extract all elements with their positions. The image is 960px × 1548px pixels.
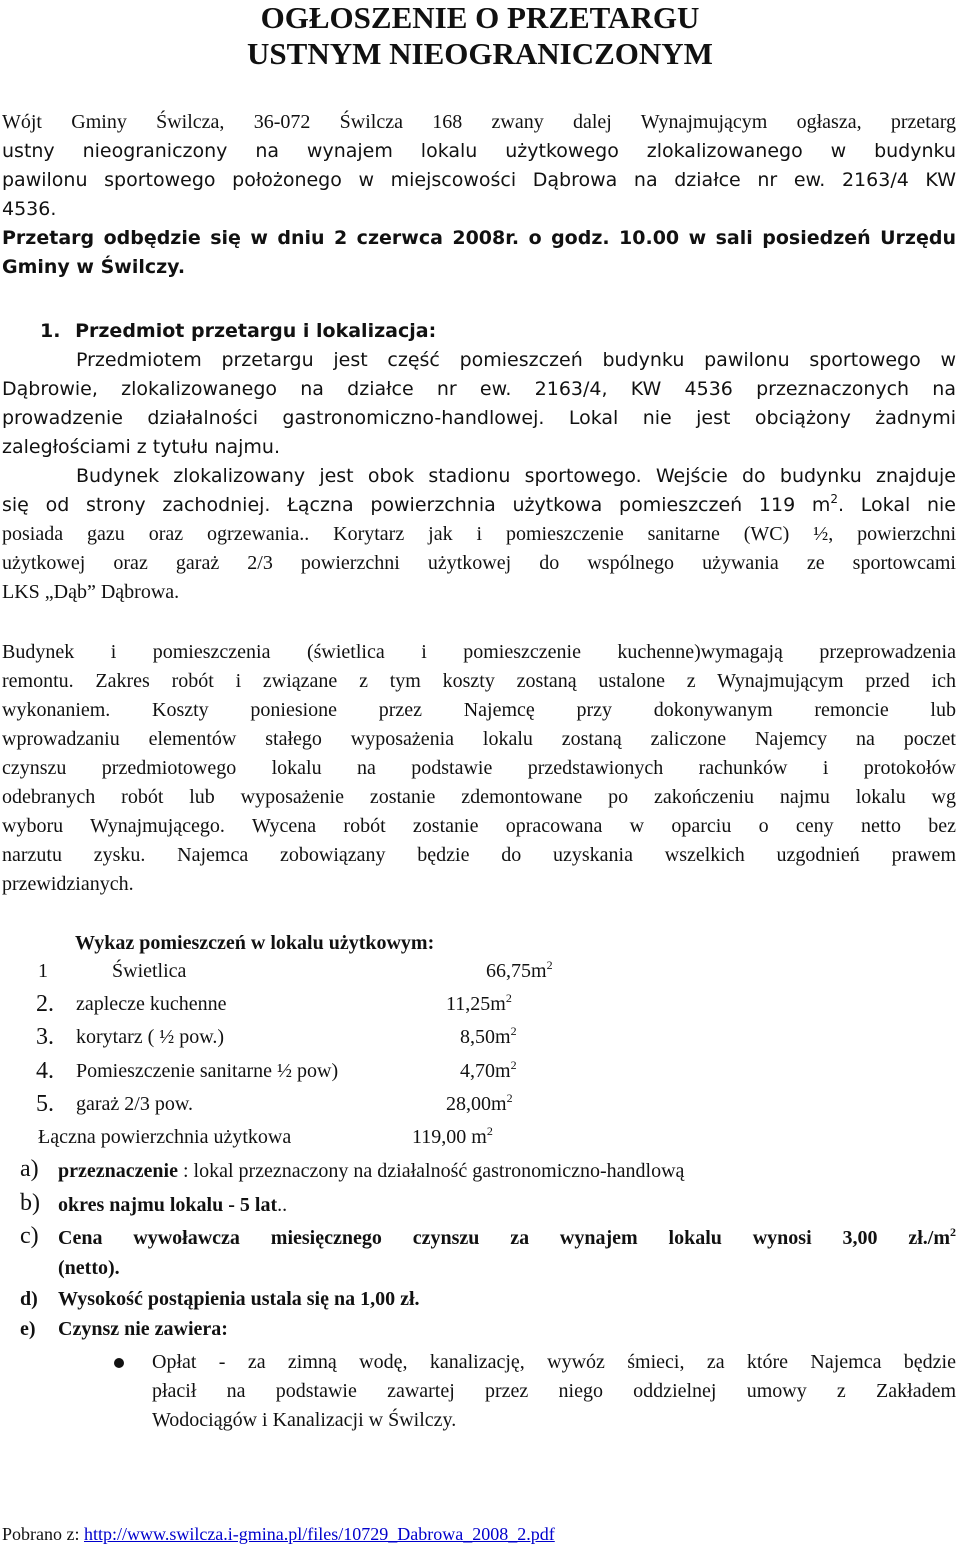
superscript: 2 <box>510 1024 517 1038</box>
renovation-line: remontu. Zakres robót i związane z tym koszty zostaną ustalone z Wynajmującym przed ich <box>2 670 956 692</box>
term-c-line-1 <box>58 1227 956 1250</box>
room-area <box>446 993 512 1016</box>
renovation-line: przewidzianych. <box>2 873 134 895</box>
room-name: Pomieszczenie sanitarne ½ pow) <box>76 1060 339 1082</box>
section-1-line: Budynek zlokalizowany jest obok stadionu sportowego. Wejście do budynku znajduje <box>76 465 956 487</box>
room-number: 2. <box>36 991 54 1017</box>
room-area-value: 8,50m <box>460 1026 511 1048</box>
bullet-paragraph <box>152 1348 956 1435</box>
superscript: 2 <box>950 1225 956 1239</box>
superscript: 2 <box>486 1124 493 1138</box>
room-area-value: 4,70m <box>460 1060 511 1082</box>
room-name: korytarz ( ½ pow.) <box>76 1026 225 1048</box>
room-name: zaplecze kuchenne <box>76 993 227 1015</box>
term-e-text: Czynsz nie zawiera: <box>58 1318 228 1340</box>
section-1-line: zaległościami z tytułu najmu. <box>2 436 280 458</box>
bullet-icon <box>114 1358 124 1368</box>
section-1-line <box>2 491 956 520</box>
term-b-bold: okres najmu lokalu - 5 lat <box>58 1194 278 1216</box>
bullet-line: Opłat - za zimną wodę, kanalizację, wywóz śmieci, za które Najemca będzie <box>152 1351 956 1373</box>
section-1-heading <box>40 316 436 346</box>
area-text-end: . Lokal nie <box>838 494 956 516</box>
footer <box>2 1524 555 1545</box>
room-area <box>460 1026 517 1049</box>
bullet-line: Wodociągów i Kanalizacji w Świlczy. <box>152 1409 457 1431</box>
section-1-line: posiada gazu oraz ogrzewania.. Korytarz jak i pomieszczenie sanitarne (WC) ½, powierzchni <box>2 523 956 545</box>
term-a-bold: przeznaczenie <box>58 1160 178 1182</box>
room-name: Świetlica <box>112 960 187 982</box>
area-text: się od strony zachodniej. Łączna powierzchnia użytkowa pomieszczeń 119 m <box>2 494 831 516</box>
room-area <box>486 960 553 983</box>
term-a-rest: : lokal przeznaczony na działalność gastronomiczno-handlową <box>177 1160 685 1182</box>
intro-line: pawilonu sportowego położonego w miejscowości Dąbrowa na działce nr ew. 2163/4 KW <box>2 169 956 191</box>
title-line-1: OGŁOSZENIE O PRZETARGU <box>260 0 700 35</box>
intro-line: Wójt Gminy Świlcza, 36-072 Świlcza 168 zwany dalej Wynajmującym ogłasza, przetarg <box>2 111 956 133</box>
superscript: 2 <box>505 991 512 1005</box>
rooms-total-number: 119,00 m <box>412 1126 487 1148</box>
room-number: 5. <box>36 1091 54 1117</box>
renovation-line: wyboru Wynajmującego. Wycena robót zostanie opracowana w oparciu o ceny netto bez <box>2 815 956 837</box>
term-b-label: b) <box>20 1190 40 1216</box>
renovation-line: Budynek i pomieszczenia (świetlica i pomieszczenie kuchenne)wymagają przeprowadzenia <box>2 641 956 663</box>
rooms-total-value <box>412 1126 493 1149</box>
term-b-rest: .. <box>277 1194 288 1216</box>
room-name: garaż 2/3 pow. <box>76 1093 193 1115</box>
section-1-line: użytkowej oraz garaż 2/3 powierzchni użytkowej do wspólnego używania ze sportowcami <box>2 552 956 574</box>
room-area-value: 66,75m <box>486 960 547 982</box>
renovation-line: wykonaniem. Koszty poniesione przez Najemcę przy dokonywanym remoncie lub <box>2 699 956 721</box>
term-e-label: e) <box>20 1318 36 1340</box>
intro-line: 4536. <box>2 198 57 220</box>
room-area <box>446 1093 513 1116</box>
section-1-line: prowadzenie działalności gastronomiczno-handlowej. Lokal nie jest obciążony żadnymi <box>2 407 956 429</box>
section-1-line: Dąbrowie, zlokalizowanego na działce nr ew. 2163/4, KW 4536 przeznaczonych na <box>2 378 956 400</box>
renovation-line: czynszu przedmiotowego lokalu na podstawie przedstawionych rachunków i protokołów <box>2 757 956 779</box>
term-c-label: c) <box>20 1223 39 1249</box>
intro-paragraph <box>2 108 956 224</box>
section-1-paragraph-2 <box>2 462 956 520</box>
footer-label: Pobrano z: <box>2 1524 84 1544</box>
date-line: Gminy w Świlczy. <box>2 256 186 278</box>
room-number: 1 <box>38 960 48 982</box>
section-1-paragraph-3 <box>2 520 956 607</box>
bullet-line: płacił na podstawie zawartej przez niego oddzielnej umowy z Zakładem <box>152 1380 956 1402</box>
section-1-line: Przedmiotem przetargu jest część pomieszczeń budynku pawilonu sportowego w <box>76 349 956 371</box>
superscript: 2 <box>546 958 553 972</box>
term-d-text: Wysokość postąpienia ustala się na 1,00 zł. <box>58 1288 420 1310</box>
superscript: 2 <box>510 1058 517 1072</box>
room-area-value: 28,00m <box>446 1093 507 1115</box>
title-line-2: USTNYM NIEOGRANICZONYM <box>247 36 713 71</box>
footer-source-link[interactable]: http://www.swilcza.i-gmina.pl/files/10729_Dabrowa_2008_2.pdf <box>83 1524 555 1544</box>
section-1-number: 1. <box>40 320 61 342</box>
room-area <box>460 1060 517 1083</box>
section-1-line: LKS „Dąb” Dąbrowa. <box>2 581 180 603</box>
room-number: 3. <box>36 1024 54 1050</box>
renovation-line: wprowadzaniu elementów stałego wyposażenia lokalu zostaną zaliczone Najemcy na poczet <box>2 728 956 750</box>
date-line: Przetarg odbędzie się w dniu 2 czerwca 2008r. o godz. 10.00 w sali posiedzeń Urzędu <box>2 227 956 249</box>
section-1-paragraph <box>2 346 956 462</box>
section-1-title: Przedmiot przetargu i lokalizacja: <box>75 320 437 342</box>
term-b-text <box>58 1194 287 1217</box>
term-a-label: a) <box>20 1156 39 1182</box>
term-d-label: d) <box>20 1288 38 1310</box>
rooms-heading: Wykaz pomieszczeń w lokalu użytkowym: <box>75 932 435 954</box>
term-c-text: Cena wywoławcza miesięcznego czynszu za wynajem lokalu wynosi 3,00 zł./m <box>58 1227 950 1249</box>
term-c-line-2: (netto). <box>58 1257 120 1279</box>
superscript: 2 <box>830 492 839 506</box>
intro-line: ustny nieograniczony na wynajem lokalu użytkowego zlokalizowanego w budynku <box>2 140 956 162</box>
room-number: 4. <box>36 1058 54 1084</box>
rooms-total-label: Łączna powierzchnia użytkowa <box>38 1126 292 1148</box>
superscript: 2 <box>506 1091 513 1105</box>
date-paragraph <box>2 224 956 282</box>
term-a-text <box>58 1160 684 1183</box>
renovation-line: narzutu zysku. Najemca zobowiązany będzie do uzyskania wszelkich uzgodnień prawem <box>2 844 956 866</box>
renovation-line: odebranych robót lub wyposażenie zostanie zdemontowane po zakończeniu najmu lokalu wg <box>2 786 956 808</box>
room-area-value: 11,25m <box>446 993 506 1015</box>
renovation-paragraph <box>2 638 956 899</box>
